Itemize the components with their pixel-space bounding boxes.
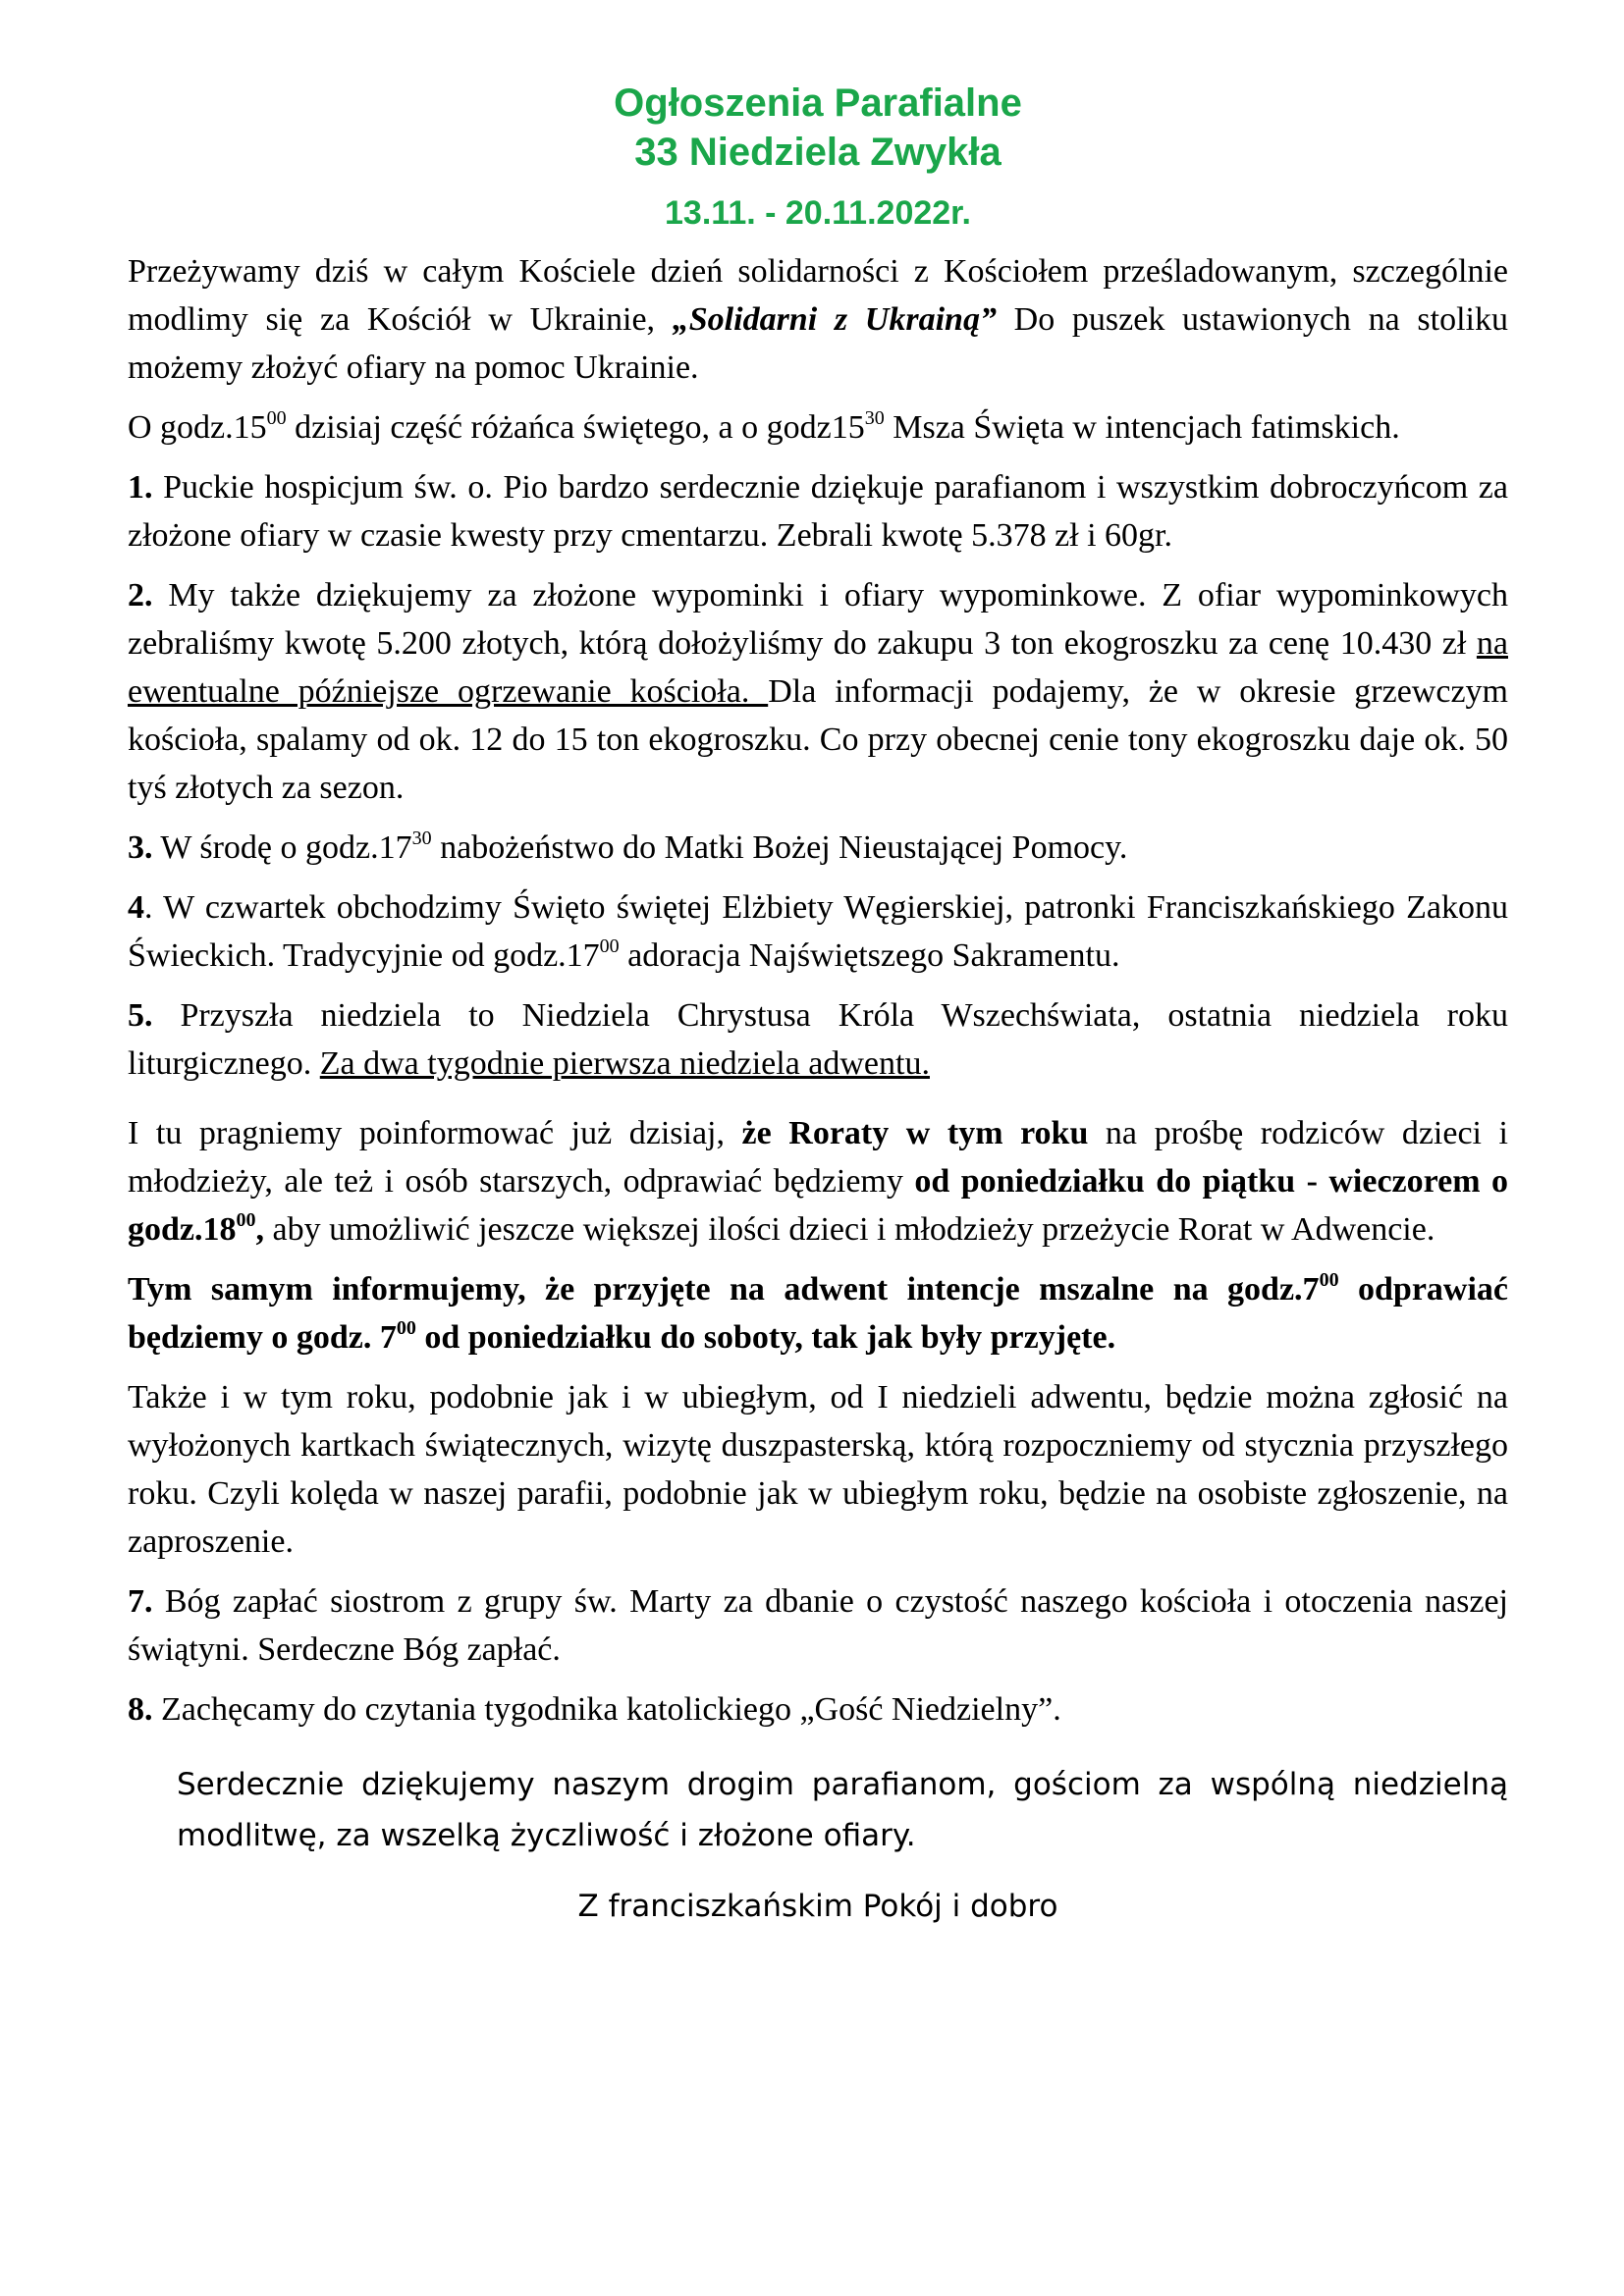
intentions-text-mid: odprawiać będziemy o godz. 7 bbox=[128, 1271, 1508, 1356]
item-text: . W czwartek obchodzimy Święto świętej Elżbiety Węgierskiej, patronki Franciszkańskiego Zakonu Świeckich. Tradycyjnie od godz.17 bbox=[128, 889, 1508, 974]
announcement-item-7 bbox=[128, 1577, 1508, 1674]
signature: Z franciszkańskim Pokój i dobro bbox=[577, 1889, 1058, 1924]
item-number: 5. bbox=[128, 997, 153, 1034]
koleda-paragraph: Także i w tym roku, podobnie jak i w ubiegłym, od I niedzieli adwentu, będzie można zgłosić na wyłożonych kartkach świątecznych, wizytę duszpasterską, którą rozpoczniemy od stycznia przyszłego roku. Czyli kolęda w naszej parafii, podobnie jak w ubiegłym roku, będzie na osobiste zgłoszenie, na zaproszenie. bbox=[128, 1379, 1508, 1560]
rosary-text-end: Msza Święta w intencjach fatimskich. bbox=[884, 409, 1400, 446]
item-text-end: nabożeństwo do Matki Bożej Nieustającej Pomocy. bbox=[431, 829, 1128, 866]
roraty-paragraph bbox=[128, 1109, 1508, 1254]
rosary-text-mid: dzisiaj część różańca świętego, a o godz15 bbox=[286, 409, 865, 446]
item-number: 7. bbox=[128, 1583, 153, 1620]
time-minutes: 30 bbox=[411, 827, 432, 849]
rosary-time-minutes: 00 bbox=[266, 406, 287, 429]
item-text-end: Dla informacji podajemy, że w okresie grzewczym kościoła, spalamy od ok. 12 do 15 ton ekogroszku. Co przy obecnej cenie tony ekogroszku daje ok. 50 tyś złotych za sezon. bbox=[128, 673, 1508, 806]
roraty-text-end: aby umożliwić jeszcze większej ilości dzieci i młodzieży przeżycie Rorat w Adwencie. bbox=[264, 1211, 1435, 1248]
item-text: Puckie hospicjum św. o. Pio bardzo serdecznie dziękuje parafianom i wszystkim dobroczyńcom za złożone ofiary w czasie kwesty przy cmentarzu. Zebrali kwotę 5.378 zł i 60gr. bbox=[128, 469, 1508, 554]
header bbox=[128, 79, 1508, 236]
roraty-time-minutes: 00 bbox=[236, 1208, 256, 1231]
item-text: My także dziękujemy za złożone wypominki i ofiary wypominkowe. Z ofiar wypominkowych zebraliśmy kwotę 5.200 złotych, którą dołożyliśmy do zakupu 3 ton ekogroszku za cenę 10.430 zł bbox=[128, 577, 1508, 662]
item-text: W środę o godz.17 bbox=[152, 829, 412, 866]
underlined-text: na ewentualne późniejsze ogrzewanie kościoła. bbox=[128, 625, 1508, 710]
intentions-text-end: od poniedziałku do soboty, tak jak były przyjęte. bbox=[415, 1319, 1116, 1356]
closing-thanks: Serdecznie dziękujemy naszym drogim parafianom, gościom za wspólną niedzielną modlitwę, za wszelką życzliwość i złożone ofiary. bbox=[177, 1767, 1508, 1853]
rosary-paragraph bbox=[128, 403, 1508, 452]
intro-text-end: Do puszek ustawionych na stoliku możemy złożyć ofiary na pomoc Ukrainie. bbox=[128, 301, 1508, 386]
intentions-time-minutes: 00 bbox=[1319, 1268, 1339, 1291]
intro-paragraph bbox=[128, 247, 1508, 392]
intentions-text: Tym samym informujemy, że przyjęte na adwent intencje mszalne na godz.7 bbox=[128, 1271, 1320, 1308]
announcement-item-4 bbox=[128, 883, 1508, 980]
date-range: 13.11. - 20.11.2022r. bbox=[665, 194, 971, 232]
roraty-comma: , bbox=[255, 1211, 264, 1248]
roraty-bold: że Roraty w tym roku bbox=[741, 1115, 1089, 1151]
intro-slogan: „Solidarni z Ukrainą” bbox=[672, 301, 997, 338]
announcement-item-5 bbox=[128, 991, 1508, 1088]
time-minutes: 00 bbox=[599, 934, 620, 957]
intentions-time-minutes-2: 00 bbox=[396, 1316, 416, 1339]
roraty-schedule: od poniedziałku do piątku - wieczorem o godz.18 bbox=[128, 1163, 1508, 1248]
page-title: Ogłoszenia Parafialne bbox=[614, 81, 1022, 125]
roraty-text: I tu pragniemy poinformować już dzisiaj, bbox=[128, 1115, 742, 1151]
item-number: 1. bbox=[128, 469, 153, 506]
item-text: Bóg zapłać siostrom z grupy św. Marty za dbanie o czystość naszego kościoła i otoczenia naszej świątyni. Serdeczne Bóg zapłać. bbox=[128, 1583, 1508, 1668]
item-text: Zachęcamy do czytania tygodnika katolickiego „Gość Niedzielny”. bbox=[152, 1691, 1061, 1728]
underlined-text: Za dwa tygodnie pierwsza niedziela adwentu. bbox=[319, 1045, 930, 1082]
item-number: 8. bbox=[128, 1691, 153, 1728]
announcement-item-2 bbox=[128, 571, 1508, 812]
announcement-item-8 bbox=[128, 1685, 1508, 1734]
item-number: 4 bbox=[128, 889, 144, 926]
rosary-text: O godz.15 bbox=[128, 409, 267, 446]
intentions-paragraph bbox=[128, 1265, 1508, 1362]
roraty-text-mid: na prośbę rodziców dzieci i młodzieży, ale też i osób starszych, odprawiać będziemy bbox=[128, 1115, 1508, 1200]
announcements-body bbox=[128, 247, 1508, 1734]
spacer bbox=[128, 1099, 1508, 1109]
item-text: Przyszła niedziela to Niedziela Chrystusa Króla Wszechświata, ostatnia niedziela roku liturgicznego. bbox=[128, 997, 1508, 1082]
page-subtitle: 33 Niedziela Zwykła bbox=[634, 131, 1001, 174]
item-number: 3. bbox=[128, 829, 153, 866]
announcement-item-1 bbox=[128, 463, 1508, 560]
intro-text: Przeżywamy dziś w całym Kościele dzień solidarności z Kościołem prześladowanym, szczególnie modlimy się za Kościół w Ukrainie, bbox=[128, 253, 1508, 338]
announcement-item-3 bbox=[128, 824, 1508, 872]
item-text-end: adoracja Najświętszego Sakramentu. bbox=[619, 937, 1120, 974]
item-number: 2. bbox=[128, 577, 153, 614]
mass-time-minutes: 30 bbox=[864, 406, 885, 429]
